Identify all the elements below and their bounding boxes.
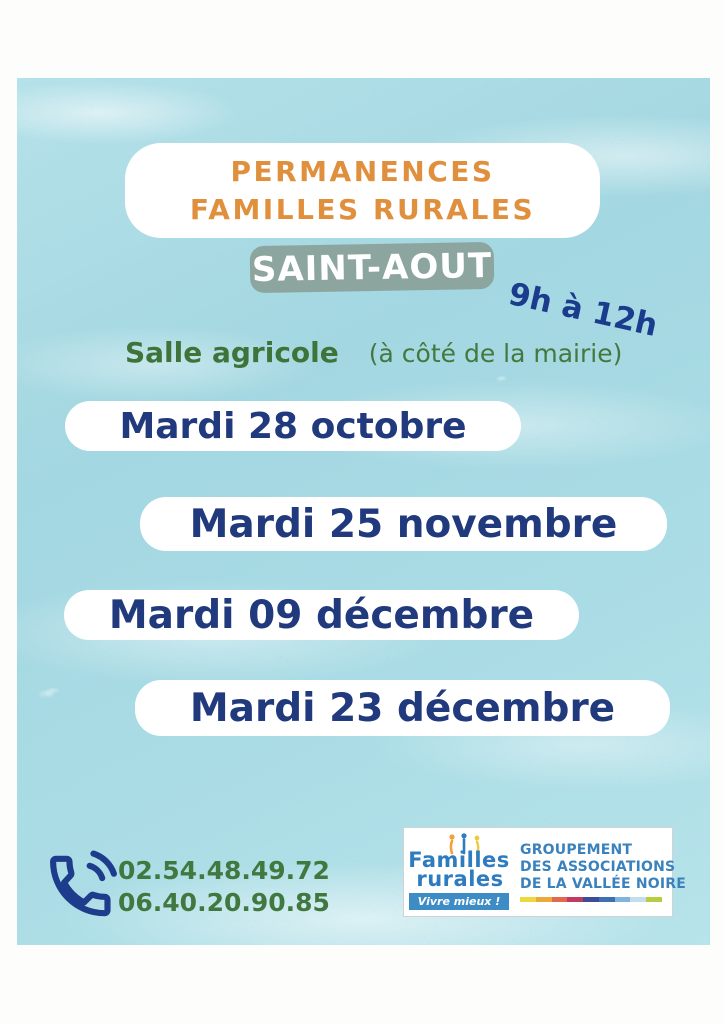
stripe-segment: [646, 897, 662, 902]
venue-line: [125, 336, 622, 369]
title-panel: [125, 143, 600, 238]
stripe-segment: [599, 897, 615, 902]
brand-column: [404, 828, 508, 916]
group-line-3: DE LA VALLÉE NOIRE: [520, 876, 687, 892]
date-pill-3: [64, 590, 579, 640]
phone-number-2: 06.40.20.90.85: [118, 888, 330, 917]
color-stripe: [520, 897, 662, 902]
familles-rurales-logo: [403, 827, 687, 917]
opening-hours: 9h à 12h: [505, 276, 661, 344]
date-pill-1: [65, 401, 521, 451]
group-column: [520, 842, 686, 902]
stripe-segment: [520, 897, 536, 902]
date-pill-2: [140, 497, 667, 551]
venue-note: (à côté de la mairie): [368, 339, 623, 368]
brand-name-line2: rurales: [416, 867, 504, 891]
brand-name-line1: Familles: [408, 848, 510, 872]
stripe-segment: [615, 897, 631, 902]
stripe-segment: [552, 897, 568, 902]
date-label-4: Mardi 23 décembre: [189, 685, 616, 731]
brand-tagline: Vivre mieux !: [409, 893, 509, 910]
date-label-3: Mardi 09 décembre: [108, 592, 535, 638]
date-label-1: Mardi 28 octobre: [119, 405, 467, 447]
phone-icon: [42, 848, 118, 924]
poster-title-line2: FAMILLES RURALES: [189, 192, 536, 226]
date-pill-4: [135, 680, 670, 736]
stripe-segment: [630, 897, 646, 902]
phone-number-1: 02.54.48.49.72: [118, 856, 330, 885]
stripe-segment: [583, 897, 599, 902]
poster-title-line1: PERMANENCES: [230, 154, 495, 188]
phone-numbers: [118, 855, 330, 919]
date-label-2: Mardi 25 novembre: [189, 501, 618, 547]
venue-name: Salle agricole: [125, 336, 339, 369]
water-background: [17, 78, 710, 945]
stripe-segment: [567, 897, 583, 902]
stripe-segment: [536, 897, 552, 902]
group-line-2: DES ASSOCIATIONS: [520, 859, 676, 875]
location-badge: SAINT-AOUT: [250, 242, 495, 293]
group-line-1: GROUPEMENT: [520, 842, 633, 858]
